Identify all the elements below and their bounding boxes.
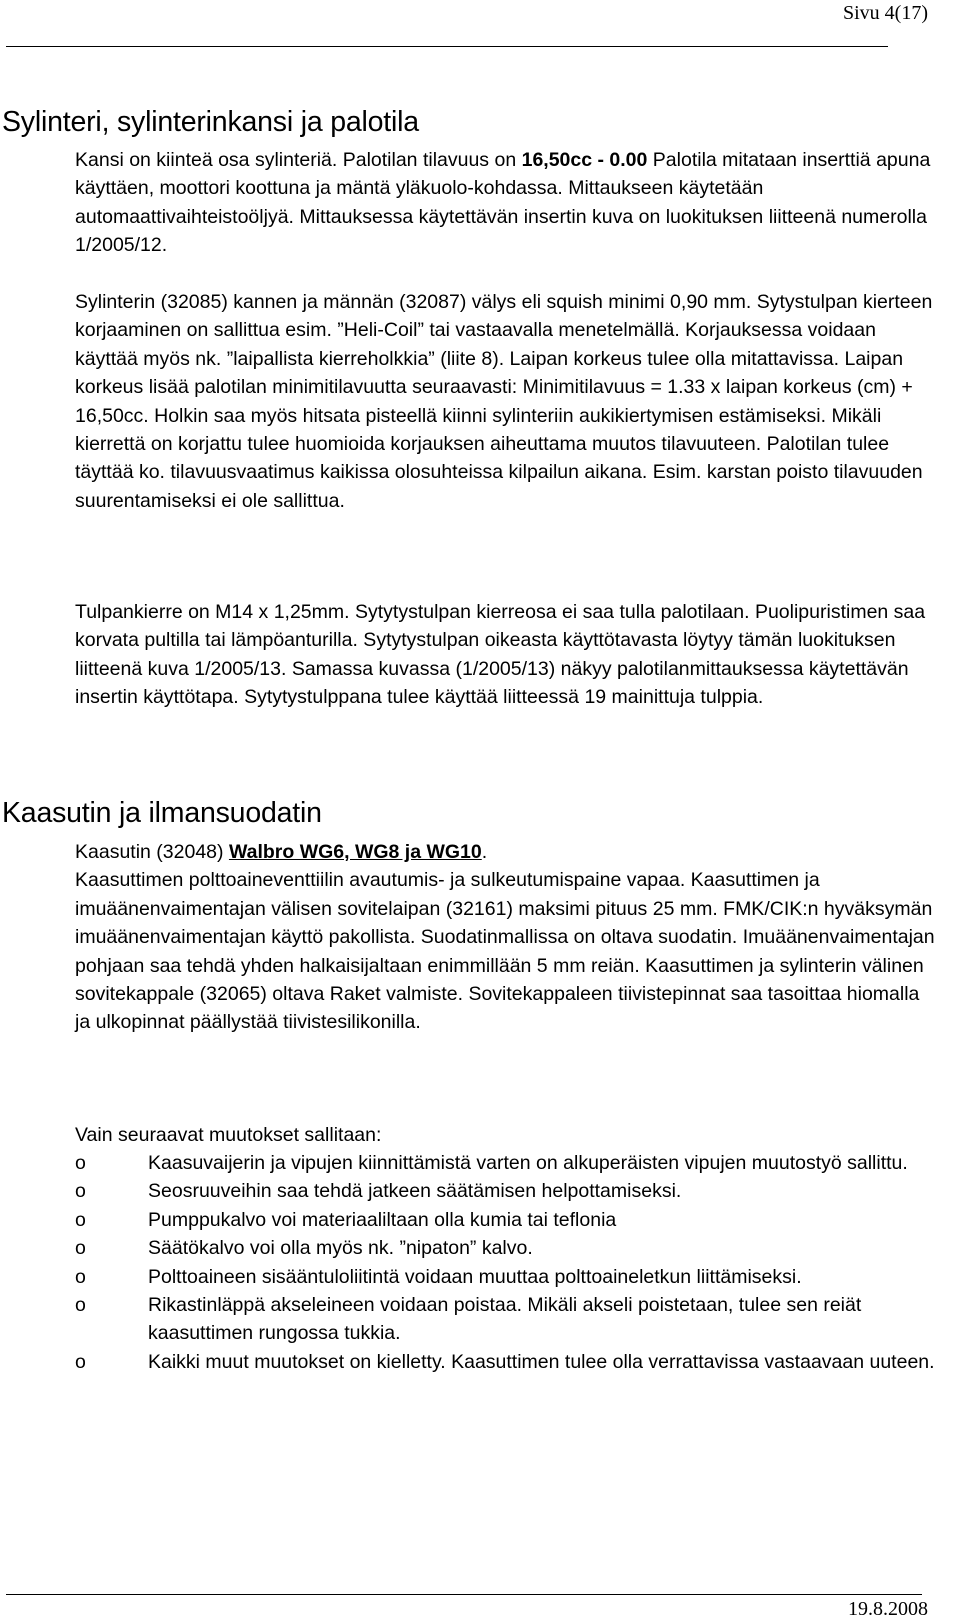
bullet-icon: o (75, 1180, 86, 1203)
volume-value: 16,50cc - 0.00 (521, 149, 648, 171)
list-item-text: Pumppukalvo voi materiaaliltaan olla kumia tai teflonia (148, 1208, 617, 1231)
bullet-icon: o (75, 1208, 86, 1231)
list-item-text: Säätökalvo voi olla myös nk. ”nipaton” kalvo. (148, 1237, 533, 1260)
text: . (481, 841, 488, 863)
header-rule (6, 46, 888, 47)
text: Kansi on kiinteä osa sylinteriä. Palotilan tilavuus on (75, 149, 522, 171)
paragraph-squish: Sylinterin (32085) kannen ja männän (32087) välys eli squish minimi 0,90 mm. Sytystulpan kierteen korjaaminen on sallittua esim. ”Heli-Coil” tai vastaavalla menetelmällä. Korjauksessa voidaan käyttää myös nk. ”laipallista kierreholkkia” (liite 8). Laipan korkeus tulee olla mitattavissa. Laipan korkeus lisää palotilan minimitilavuutta seuraavasti: Minimitilavuus = 1.33 x laipan korkeus (cm) + 16,50cc. Holkin saa myös hitsata pisteellä kiinni sylinteriin aukikiertymisen estämiseksi. Mikäli kierrettä on korjattu tulee huomioida korjauksen aiheuttama muutos tilavuuteen. Palotilan tulee täyttää ko. tilavuusvaatimus kaikissa olosuhteissa kilpailun aikana. Esim. karstan poisto tilavuuden suurentamiseksi ei ole sallittua. (75, 291, 933, 512)
paragraph-carburetor (75, 838, 935, 1037)
list-item (75, 1177, 935, 1205)
list-item (75, 1234, 935, 1262)
paragraph-spark-plug: Tulpankierre on M14 x 1,25mm. Sytytystulpan kierreosa ei saa tulla palotilaan. Puolipuristimen saa korvata pultilla tai lämpöanturilla. Sytytystulpan oikeasta käyttötavasta löytyy tämän luokituksen liitteenä kuva 1/2005/13. Samassa kuvassa (1/2005/13) näkyy palotilanmittauksessa käytettävän insertin käyttötapa. Sytytystulppana tulee käyttää liitteessä 19 mainittuja tulppia. (75, 601, 926, 709)
list-item-text: Rikastinläppä akseleineen voidaan poistaa. Mikäli akseli poistetaan, tulee sen reiät kaasuttimen rungossa tukkia. (148, 1294, 862, 1345)
list-item (75, 1348, 935, 1376)
section-heading-carburetor: Kaasutin ja ilmansuodatin (2, 797, 322, 829)
carburetor-models: Walbro WG6, WG8 ja WG10 (228, 841, 482, 863)
paragraph-combustion-volume (75, 146, 935, 260)
bullet-icon: o (75, 1237, 86, 1260)
list-item-text: Kaikki muut muutokset on kielletty. Kaasuttimen tulee olla verrattavissa vastaavaan uuteen. (148, 1350, 935, 1373)
bullet-icon: o (75, 1294, 86, 1317)
list-item-text: Kaasuvaijerin ja vipujen kiinnittämistä varten on alkuperäisten vipujen muutostyö sallittu. (148, 1152, 908, 1174)
text: Palotila mitataan inserttiä apuna käyttäen, moottori koottuna ja mäntä yläkuolo-kohdassa. Mittaukseen käytetään automaattivaihteistoöljyä. Mittauksessa käytettävän insertin kuva on luokituksen liitteenä numerolla 1/2005/12. (75, 149, 931, 257)
footer-rule (6, 1594, 922, 1595)
bullet-icon: o (75, 1152, 86, 1174)
text: Kaasutin (32048) (75, 841, 229, 863)
allowed-changes-list (75, 1149, 935, 1376)
section-heading-cylinder: Sylinteri, sylinterinkansi ja palotila (2, 106, 419, 138)
list-item-text: Seosruuveihin saa tehdä jatkeen säätämisen helpottamiseksi. (148, 1180, 682, 1203)
list-item (75, 1263, 935, 1291)
page-number: Sivu 4(17) (843, 2, 928, 24)
footer-date: 19.8.2008 (848, 1598, 928, 1620)
bullet-icon: o (75, 1265, 86, 1288)
allowed-changes-intro: Vain seuraavat muutokset sallitaan: (75, 1124, 382, 1146)
list-item (75, 1206, 935, 1234)
list-item (75, 1149, 935, 1177)
text: Kaasuttimen polttoaineventtiilin avautumis- ja sulkeutumispaine vapaa. Kaasuttimen ja imuäänenvaimentajan välisen sovitelaipan (32161) maksimi pituus 25 mm. FMK/CIK:n hyväksymän imuäänenvaimentajan käyttö pakollista. Suodatinmallissa on oltava suodatin. Imuäänenvaimentajan pohjaan saa tehdä yhden halkaisijaltaan enimmillään 5 mm reiän. Kaasuttimen ja sylinterin välinen sovitekappale (32065) oltava Raket valmiste. Sovitekappaleen tiivistepinnat saa tasoittaa hiomalla ja ulkopinnat päällystää tiivistesilikonilla. (75, 869, 935, 1034)
list-item-text: Polttoaineen sisääntuloliitintä voidaan muuttaa polttoaineletkun liittämiseksi. (148, 1265, 802, 1288)
list-item (75, 1291, 935, 1348)
bullet-icon: o (75, 1350, 86, 1373)
